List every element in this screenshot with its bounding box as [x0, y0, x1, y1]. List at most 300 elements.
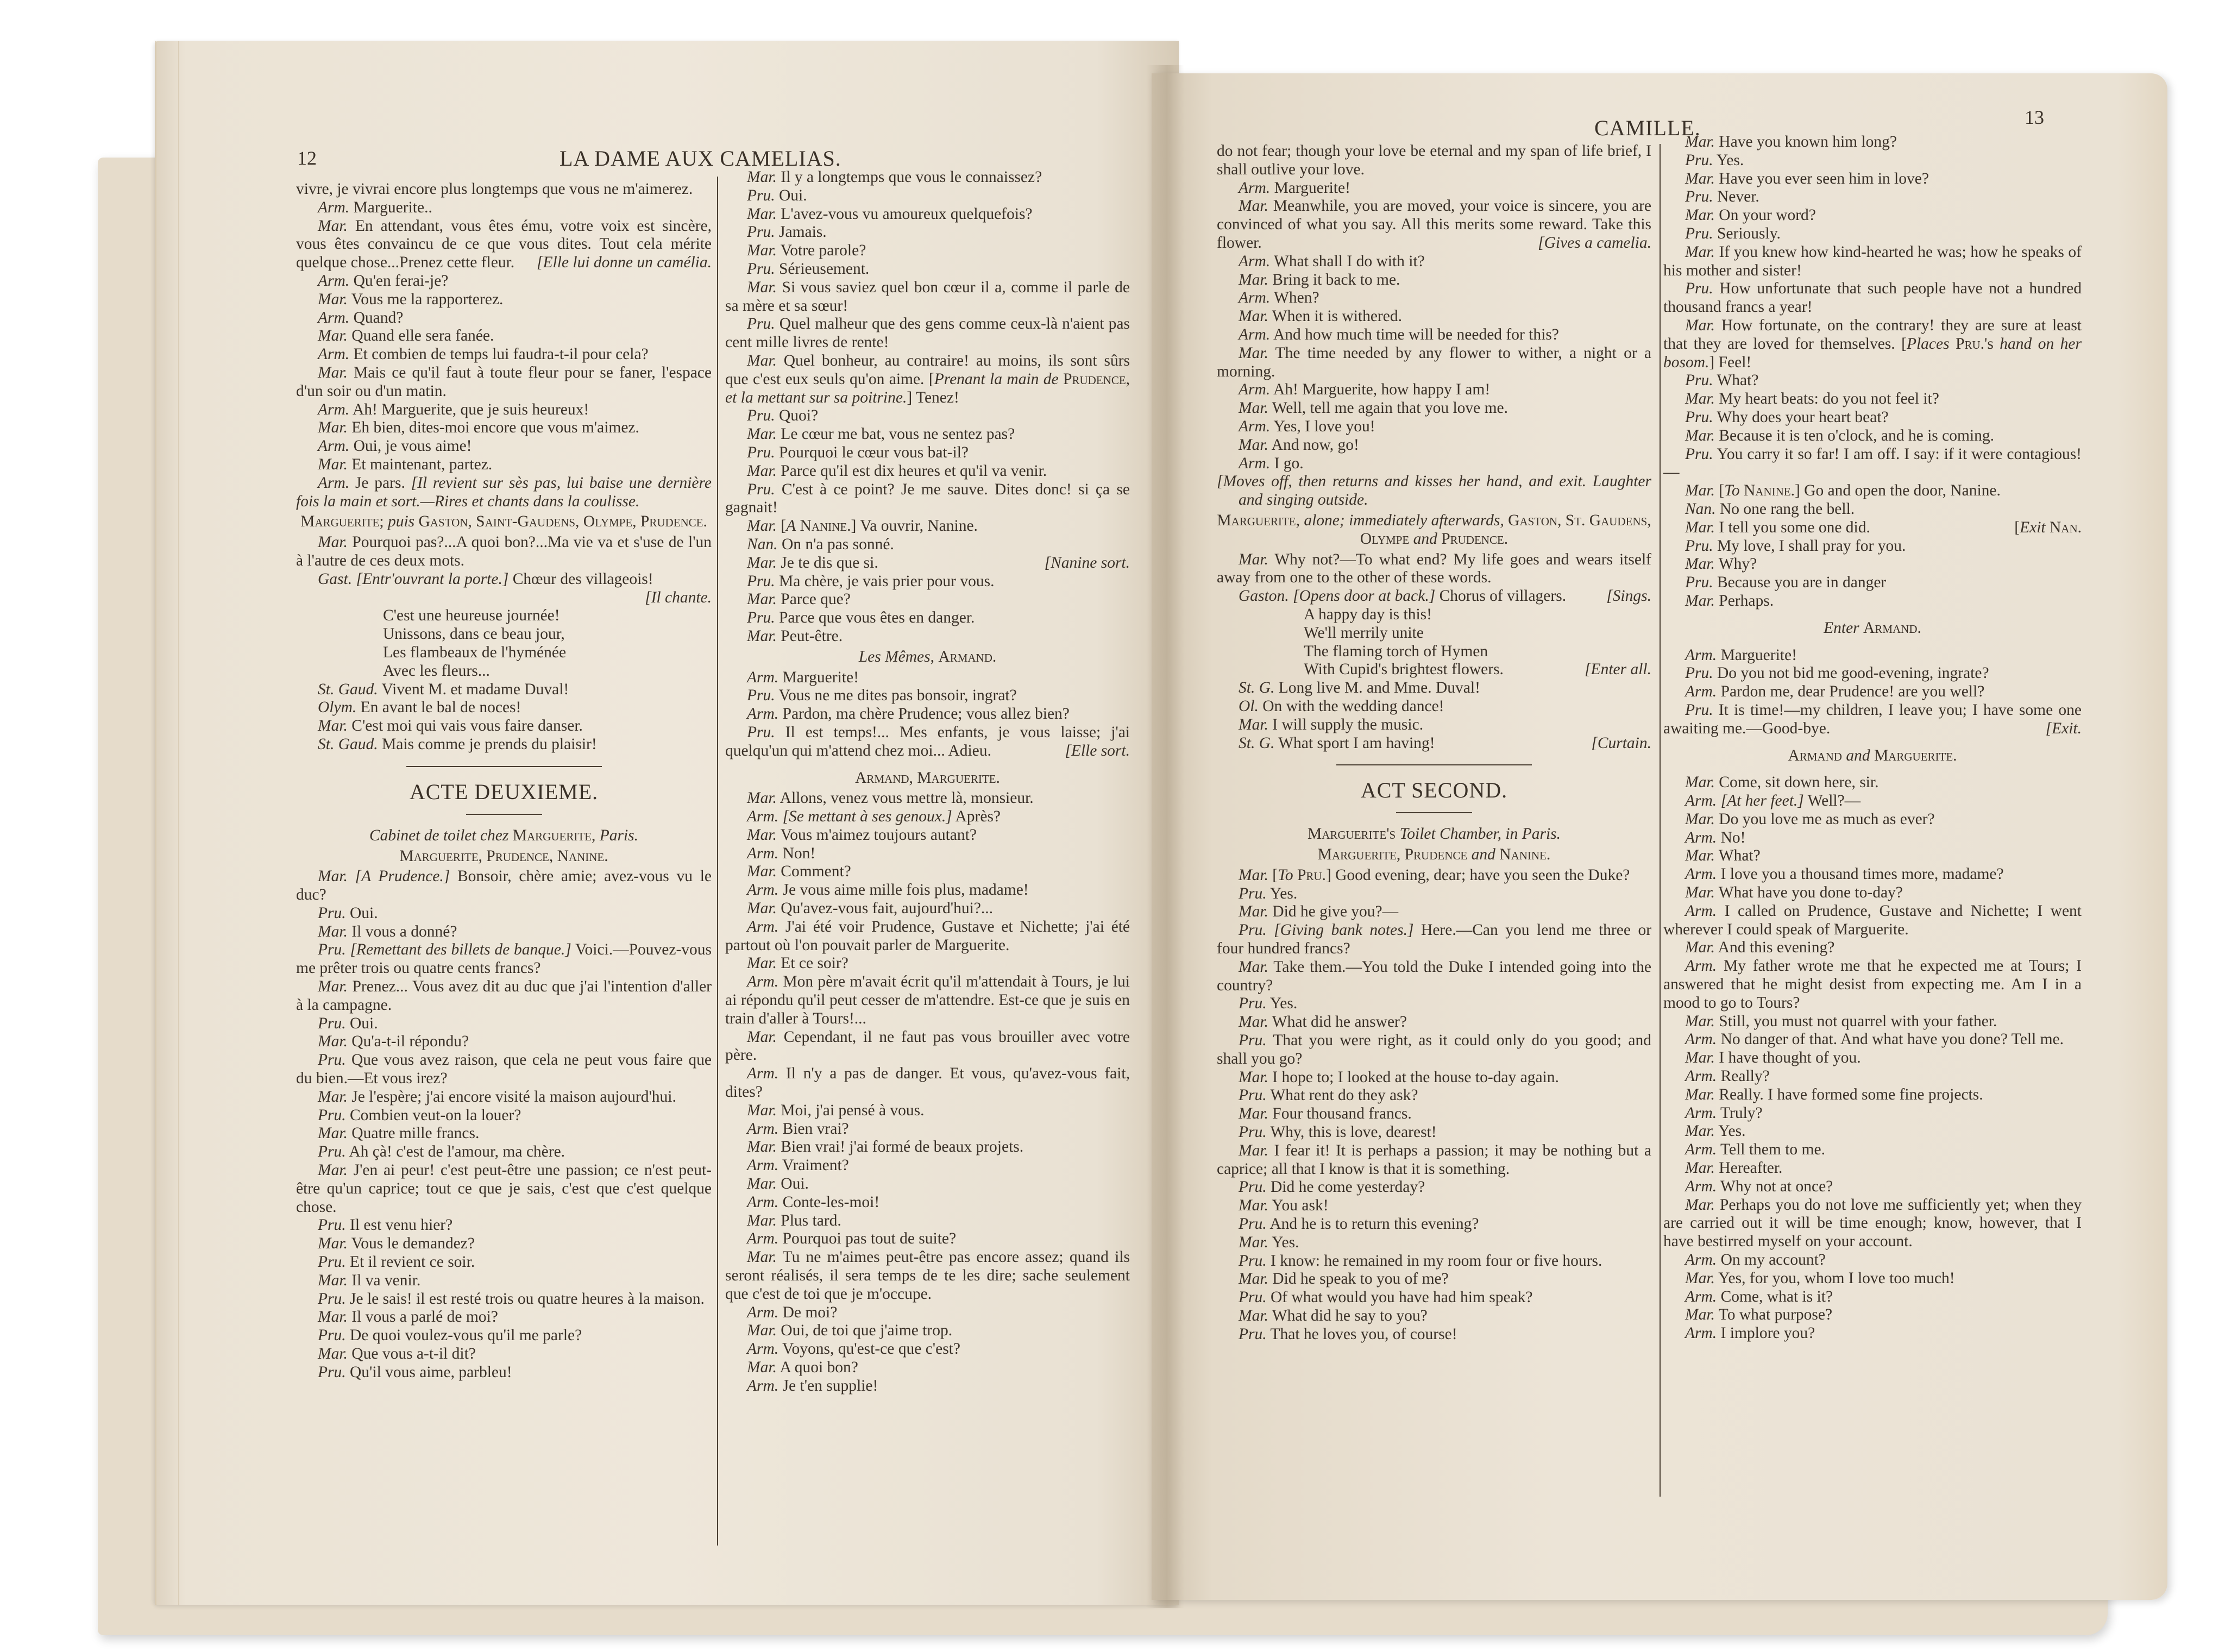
act-title-rule [1396, 812, 1472, 813]
speaker-name: Arm. [1239, 381, 1271, 399]
dialogue-text: Tenez! [916, 388, 959, 406]
dialogue-text: Quand elle sera fanée. [351, 327, 494, 345]
left-page-edge [155, 41, 179, 1605]
dialogue-text: On n'a pas sonné. [781, 535, 894, 553]
speaker-name: Mar. [1685, 390, 1715, 408]
speaker-name: Mar. [1685, 518, 1715, 536]
act-title: ACT SECOND. [1360, 778, 1508, 803]
speaker-name: Pru. [1239, 884, 1267, 902]
act-title: ACTE DEUXIEME. [409, 779, 599, 804]
speaker-name: Arm. [1239, 289, 1271, 307]
stage-direction: [Elle sort. [1065, 742, 1130, 759]
continued-text: vivre, je vivrai encore plus longtemps que vous ne m'aimerez. [296, 180, 693, 198]
dialogue-text: Yes, for you, whom I love too much! [1718, 1269, 1955, 1287]
speech-line [1663, 500, 2082, 519]
section-divider [1336, 764, 1532, 765]
dialogue-text: What shall I do with it? [1274, 252, 1425, 270]
dialogue-text: Why not?—To what end? My life goes and wears itself away from one to the other of these words. [1217, 550, 1651, 587]
speaker-name: Mar. [1239, 1068, 1268, 1086]
speech-line [296, 1015, 712, 1033]
dialogue-text: Que vous avez raison, que cela ne peut vous faire que du bien.—Et vous irez? [296, 1051, 712, 1088]
speech-line [296, 941, 712, 978]
speaker-name: Mar. [747, 900, 777, 918]
dialogue-text: Do you love me as much as ever? [1719, 810, 1935, 828]
stage-direction: [Exit Nan. [2014, 518, 2082, 536]
speech-line [1663, 1251, 2082, 1270]
speech-line [725, 242, 1130, 260]
speech-line [725, 260, 1130, 279]
speech-line [725, 352, 1130, 407]
speech-line [1663, 1031, 2082, 1049]
speaker-name: Mar. [318, 290, 348, 308]
dialogue-text: Qu'a-t-il répondu? [351, 1033, 469, 1051]
speech-line [725, 1028, 1130, 1065]
scene-characters-heading: Marguerite; puis Gaston, Saint-Gaudens, Olympe, Prudence. [300, 513, 707, 531]
speech-line [1663, 902, 2082, 939]
speech-line [725, 789, 1130, 808]
speaker-name: Pru. [318, 1106, 346, 1124]
dialogue-text: Parce que vous êtes en danger. [779, 609, 975, 627]
speaker-name: Mar. [318, 1345, 348, 1363]
speech-line [296, 699, 712, 717]
speaker-name: Arm. [1685, 902, 1717, 920]
running-head-right: CAMILLE. [1594, 116, 1701, 140]
speaker-name: Pru. [747, 572, 775, 590]
dialogue-text: Have you known him long? [1719, 133, 1897, 150]
dialogue-text: Je vous aime mille fois plus, madame! [782, 881, 1029, 899]
scene-characters-heading: Cabinet de toilet chez Marguerite, Paris. [369, 826, 639, 844]
speech-line [725, 315, 1130, 352]
stage-direction: [Il revient sur sès pas, lui baise une dernière fois la main et sort.—Rires et chants dans la coulisse. [296, 474, 712, 510]
speaker-name: Pru. [318, 941, 346, 959]
speech-line [1217, 995, 1651, 1013]
speech-line [725, 1230, 1130, 1248]
dialogue-text: Oui. [779, 186, 807, 204]
speech-line [725, 187, 1130, 205]
speaker-name: Pru. [318, 1216, 346, 1234]
speaker-name: Mar. [747, 462, 777, 480]
speaker-name: Mar. [318, 1235, 348, 1253]
speaker-name: Pru. [1239, 921, 1267, 939]
speaker-name: Arm. [318, 309, 350, 326]
speaker-name: Pru. [747, 186, 775, 204]
dialogue-text: My heart beats: do you not feel it? [1719, 390, 1939, 408]
speaker-name: Pru. [1685, 372, 1713, 390]
speech-line [1217, 1270, 1651, 1289]
speech-line [1217, 271, 1651, 290]
speaker-name: Mar. [1685, 1306, 1715, 1324]
dialogue-text: En attendant, vous êtes ému, votre voix est sincère, vous êtes convaincu de ce que vous dites. Tout cela mérite quelque chose...Prenez cette fleur. [296, 217, 712, 272]
speech-line [1217, 326, 1651, 344]
speaker-name: Mar. [318, 1033, 348, 1051]
dialogue-text: L'avez-vous vu amoureux quelquefois? [781, 205, 1033, 223]
speech-line [725, 669, 1130, 687]
speech-line [296, 868, 712, 904]
speech-line [725, 223, 1130, 242]
dialogue-text: Really. I have formed some fine projects. [1719, 1085, 1983, 1103]
speech-line [725, 863, 1130, 881]
dialogue-text: Good evening, dear; have you seen the Duke? [1335, 866, 1630, 884]
speaker-name: Arm. [318, 198, 350, 216]
section-divider [406, 766, 602, 767]
verse-line: We'll merrily unite [1304, 624, 1424, 642]
speaker-name: Arm. [747, 844, 779, 862]
speech-line [1217, 197, 1651, 252]
dialogue-text: Non! [782, 844, 816, 862]
speaker-name: Mar. [318, 922, 348, 940]
speech-line [1217, 716, 1651, 734]
dialogue-text: Pourquoi le cœur vous bat-il? [779, 443, 969, 461]
speech-line [296, 1308, 712, 1327]
dialogue-text: J'ai été voir Prudence, Gustave et Nichette; j'ai été partout où l'on pouvait parler de Marguerite. [725, 918, 1130, 954]
dialogue-text: Go and open the door, Nanine. [1804, 482, 2001, 500]
speech-line [1663, 829, 2082, 847]
speech-line [296, 1107, 712, 1125]
dialogue-text: Vous me la rapporterez. [351, 290, 504, 308]
dialogue-text: My father wrote me that he expected me at Tours; I answered that he might desist from expecting me. Am I in a mood to go to Tours? [1663, 957, 2082, 1012]
speaker-name: Mar. [747, 1101, 777, 1119]
speaker-name: Pru. [1685, 280, 1713, 298]
dialogue-text: Hereafter. [1719, 1159, 1783, 1177]
speaker-name: Arm. [1685, 1031, 1717, 1048]
speech-line [296, 904, 712, 923]
speaker-name: Pru. [1685, 537, 1713, 555]
speaker-name: Mar. [747, 517, 777, 535]
continued-text: do not fear; though your love be eternal and my span of life brief, I shall outlive your love. [1217, 142, 1651, 178]
speaker-name: Mar. [1239, 1141, 1268, 1159]
speech-line [1663, 409, 2082, 427]
speaker-name: Mar. [1685, 133, 1715, 150]
speech-line [1217, 1013, 1651, 1032]
speech-line [1663, 1159, 2082, 1178]
spacer [1663, 738, 2082, 745]
speaker-name: Mar. [1685, 939, 1715, 957]
speaker-name: Pru. [747, 407, 775, 425]
speech-line [725, 1322, 1130, 1340]
speaker-name: Mar. [1685, 810, 1715, 828]
speech-line [1663, 1178, 2082, 1196]
speaker-name: Arm. [1239, 179, 1271, 197]
speaker-name: Pru. [1239, 1178, 1267, 1196]
dialogue-text: C'est moi qui vais vous faire danser. [351, 717, 583, 735]
speech-line [725, 591, 1130, 609]
dialogue-text: Oui. [350, 1014, 378, 1032]
speaker-name: Mar. [1685, 1122, 1715, 1140]
speaker-name: Mar. [747, 554, 777, 571]
speaker-name: Mar. [747, 789, 777, 807]
speech-line [1663, 683, 2082, 701]
speaker-name: Nan. [747, 535, 778, 553]
speech-line [725, 1340, 1130, 1359]
speaker-name: Arm. [318, 400, 350, 418]
dialogue-text: Still, you must not quarrel with your father. [1719, 1012, 1997, 1030]
dialogue-text: Well, tell me again that you love me. [1272, 399, 1509, 417]
speaker-name: Mar. [1685, 1012, 1715, 1030]
speaker-name: Mar. [1239, 550, 1268, 568]
dialogue-text: Il est venu hier? [350, 1216, 453, 1234]
speech-line [296, 291, 712, 309]
speaker-name: Pru. [1685, 701, 1713, 719]
dialogue-text: Chœur des villageois! [512, 570, 653, 588]
dialogue-text: Et maintenant, partez. [351, 455, 493, 473]
right-page-column-2 [1663, 133, 2082, 1343]
stage-direction: [To Pru.] [1272, 866, 1331, 884]
speaker-name: Mar. [747, 1175, 777, 1193]
speaker-name: Mar. [318, 1125, 348, 1142]
column-divider-right-page [1660, 144, 1661, 1497]
speaker-name: Mar. [1239, 1307, 1268, 1325]
dialogue-text: The time needed by any flower to wither, a night or a morning. [1217, 344, 1651, 380]
dialogue-text: What rent do they ask? [1270, 1086, 1418, 1104]
dialogue-text: How fortunate, on the contrary! they are sure at least that they are loved for themselves. [1663, 316, 2082, 353]
dialogue-text: Oui. [781, 1175, 809, 1193]
speech-line [296, 327, 712, 346]
speech-line [296, 1088, 712, 1107]
stage-direction: [Prenant la main de Prudence, et la mettant sur sa poitrine.] [725, 370, 1130, 406]
speech-line [1663, 243, 2082, 280]
speech-line [725, 573, 1130, 591]
speech-line [725, 205, 1130, 224]
speaker-name: Mar. [1239, 715, 1268, 733]
speech-line [296, 1327, 712, 1345]
dialogue-text: Il vous a donné? [351, 922, 457, 940]
dialogue-text: Have you ever seen him in love? [1719, 169, 1929, 187]
dialogue-text: Yes. [1269, 884, 1298, 902]
dialogue-text: Quand? [353, 309, 404, 326]
dialogue-text: Seriously. [1717, 224, 1781, 242]
speech-line [1217, 903, 1651, 921]
dialogue-text: Pourquoi pas tout de suite? [782, 1230, 957, 1248]
speech-line [725, 918, 1130, 955]
scene-characters-heading: Armand, Marguerite. [855, 769, 1000, 787]
dialogue-text: Perhaps. [1719, 592, 1774, 610]
speaker-name: Mar. [747, 168, 777, 186]
speech-line [725, 881, 1130, 900]
dialogue-text: Do you not bid me good-evening, ingrate? [1717, 664, 1989, 682]
speech-line [1663, 646, 2082, 665]
speech-line [1217, 307, 1651, 326]
speech-line [1217, 381, 1651, 399]
dialogue-text: What have you done to-day? [1718, 884, 1903, 902]
speech-line [725, 407, 1130, 425]
speaker-name: Arm. [318, 346, 350, 363]
speaker-name: Mar. [1239, 1105, 1268, 1123]
speaker-name: Mar. [1239, 1233, 1268, 1251]
dialogue-text: Pardon me, dear Prudence! are you well? [1720, 683, 1985, 701]
dialogue-text: Sérieusement. [779, 260, 870, 278]
dialogue-text: Mais ce qu'il faut à toute fleur pour se faner, l'espace d'un soir ou d'un matin. [296, 363, 712, 400]
speaker-name: Pru. [747, 480, 775, 498]
speech-line [296, 364, 712, 401]
speaker-name: Mar. [1239, 307, 1268, 325]
dialogue-text: Vraiment? [782, 1157, 849, 1174]
speech-line [1663, 701, 2082, 738]
speech-line [1217, 1105, 1651, 1123]
spacer [1663, 611, 2082, 617]
speech-line [296, 1216, 712, 1235]
speaker-name: Gast. [318, 570, 353, 588]
speaker-name: Arm. [747, 1193, 779, 1211]
speech-line [725, 1102, 1130, 1120]
speaker-name: Pru. [747, 223, 775, 241]
speaker-name: Pru. [1239, 1032, 1267, 1050]
speech-line [1217, 1032, 1651, 1069]
speech-line [1217, 866, 1651, 885]
speech-line [1663, 427, 2082, 445]
speaker-name: Arm. [1685, 1104, 1717, 1122]
dialogue-text: Feel! [1718, 353, 1752, 371]
speaker-name: Mar. [318, 978, 348, 996]
dialogue-text: Plus tard. [781, 1211, 841, 1229]
stage-direction: [Exit. [2045, 719, 2082, 737]
speaker-name: Pru. [747, 260, 775, 278]
dialogue-text: I fear it! It is perhaps a passion; it may be nothing but a caprice; all that I know is that it is something. [1217, 1141, 1652, 1178]
scene-characters-heading: Enter Armand. [1824, 619, 1921, 637]
speaker-name: Mar. [747, 591, 777, 608]
left-page-column-1 [296, 180, 712, 1382]
speaker-name: Mar. [747, 1359, 777, 1376]
dialogue-text: Pardon, ma chère Prudence; vous allez bien? [782, 705, 1070, 723]
speaker-name: Mar. [1239, 197, 1268, 215]
speech-line [296, 437, 712, 456]
speaker-name: Mar. [1685, 774, 1715, 792]
speaker-name: Mar. [1685, 206, 1715, 224]
speaker-name: Arm. [318, 437, 350, 455]
speech-line [725, 954, 1130, 973]
stage-direction: [Se mettant à ses genoux.] [782, 808, 952, 826]
dialogue-text: A quoi bon? [780, 1359, 858, 1376]
dialogue-text: I know: he remained in my room four or five hours. [1271, 1252, 1602, 1270]
dialogue-text: Voyons, qu'est-ce que c'est? [782, 1340, 960, 1358]
speech-line [1663, 1306, 2082, 1324]
speaker-name: Mar. [1685, 1085, 1715, 1103]
speaker-name: Arm. [747, 668, 779, 686]
speech-line [296, 923, 712, 941]
speech-line [1217, 698, 1651, 716]
dialogue-text: Je pars. [355, 474, 405, 492]
dialogue-text: Cependant, il ne faut pas vous brouiller avec votre père. [725, 1028, 1130, 1064]
speaker-name: Arm. [747, 1303, 779, 1321]
speech-line [296, 736, 712, 754]
speech-line [296, 1290, 712, 1309]
dialogue-text: That he loves you, of course! [1270, 1325, 1457, 1343]
speaker-name: Pru. [1685, 408, 1713, 426]
speech-line [725, 1194, 1130, 1212]
speech-line [296, 419, 712, 437]
speech-line [1217, 1178, 1651, 1197]
dialogue-text: Take them.—You told the Duke I intended going into the country? [1217, 958, 1652, 994]
speaker-name: Arm. [1685, 683, 1717, 701]
speech-line [1217, 1289, 1651, 1307]
speaker-name: Pru. [1685, 664, 1713, 682]
speaker-name: Mar. [318, 1161, 348, 1179]
dialogue-text: Il vous a parlé de moi? [351, 1308, 498, 1326]
stage-direction: [Entr'ouvrant la porte.] [356, 570, 509, 588]
speech-line [1663, 884, 2082, 902]
speech-line [296, 401, 712, 419]
dialogue-text: No danger of that. And what have you done? Tell me. [1720, 1031, 2064, 1048]
speaker-name: Pru. [1239, 1252, 1267, 1270]
dialogue-text: Really? [1720, 1067, 1770, 1085]
dialogue-text: Bien vrai! j'ai formé de beaux projets. [781, 1138, 1024, 1156]
scene-characters-heading: Armand and Marguerite. [1788, 746, 1957, 764]
speaker-name: Pru. [747, 723, 775, 741]
dialogue-text: Bonsoir, chère amie; avez-vous vu le duc? [296, 868, 712, 904]
dialogue-text: Come, what is it? [1720, 1287, 1833, 1305]
speech-line [1663, 811, 2082, 829]
dialogue-text: Come, sit down here, sir. [1719, 774, 1879, 792]
speaker-name: Mar. [1685, 555, 1715, 573]
speech-line [725, 826, 1130, 845]
speech-line [296, 717, 712, 736]
speaker-name: Mar. [1685, 426, 1715, 444]
speech-line [296, 681, 712, 699]
speaker-name: Mar. [747, 1138, 777, 1156]
speaker-name: Mar. [747, 1028, 777, 1046]
dialogue-text: No one rang the bell. [1719, 500, 1855, 518]
speech-line [1217, 289, 1651, 307]
speaker-name: Pru. [318, 1290, 346, 1308]
verse-line: A happy day is this! [1304, 605, 1432, 623]
speaker-name: Mar. [747, 863, 777, 881]
speech-line [296, 1364, 712, 1382]
dialogue-text: Pourquoi pas?...A quoi bon?...Ma vie va et s'use de l'un à l'autre de ces deux mots. [296, 533, 712, 569]
speaker-name: Pru. [747, 443, 775, 461]
speaker-name: Mar. [318, 1271, 348, 1289]
speech-line [296, 346, 712, 364]
speaker-name: Pru. [318, 1327, 346, 1345]
speech-line [1217, 1234, 1651, 1252]
speaker-name: Mar. [1685, 243, 1715, 261]
speech-line [296, 1345, 712, 1364]
dialogue-text: Après? [955, 808, 1001, 826]
speech-line [725, 1304, 1130, 1322]
speaker-name: Mar. [747, 351, 777, 369]
speech-line [1217, 679, 1651, 698]
speaker-name: Ol. [1239, 697, 1259, 715]
speech-line [1217, 1069, 1651, 1087]
dialogue-text: What? [1717, 372, 1759, 390]
speech-line [725, 687, 1130, 705]
speaker-name: St. G. [1239, 679, 1275, 697]
speaker-name: Mar. [1239, 903, 1268, 921]
dialogue-text: Marguerite.. [353, 198, 432, 216]
speech-line [1217, 921, 1651, 958]
speaker-name: Arm. [747, 705, 779, 723]
speech-line [296, 217, 712, 272]
dialogue-text: Quel bonheur, au contraire! au moins, ils sont sûrs que c'est eux seuls qu'on aime. [725, 351, 1130, 388]
dialogue-text: Combien veut-on la louer? [350, 1106, 521, 1124]
stage-direction: [A Nanine.] [781, 517, 857, 535]
dialogue-text: Because it is ten o'clock, and he is coming. [1719, 426, 1994, 444]
speech-line [725, 724, 1130, 761]
dialogue-text: Moi, j'ai pensé à vous. [781, 1101, 925, 1119]
dialogue-text: Yes, I love you! [1273, 417, 1375, 435]
speech-line [1663, 1270, 2082, 1288]
dialogue-text: Il est temps!... Mes enfants, je vous laisse; j'ai quelqu'un qui m'attend chez moi... Adieu. [725, 723, 1130, 759]
dialogue-text: Eh bien, dites-moi encore que vous m'aimez. [351, 419, 639, 437]
dialogue-text: Chorus of villagers. [1439, 587, 1567, 605]
dialogue-text: Allons, venez vous mettre là, monsieur. [780, 789, 1034, 807]
speaker-name: Mar. [747, 242, 777, 260]
dialogue-text: Je le sais! il est resté trois ou quatre heures à la maison. [350, 1290, 705, 1308]
speech-line [1217, 253, 1651, 271]
speech-line [296, 1125, 712, 1143]
stage-direction: [A Prudence.] [355, 868, 450, 885]
speaker-name: Pru. [747, 609, 775, 627]
stage-direction: [Sings. [1606, 587, 1651, 605]
speech-line [1663, 1196, 2082, 1251]
